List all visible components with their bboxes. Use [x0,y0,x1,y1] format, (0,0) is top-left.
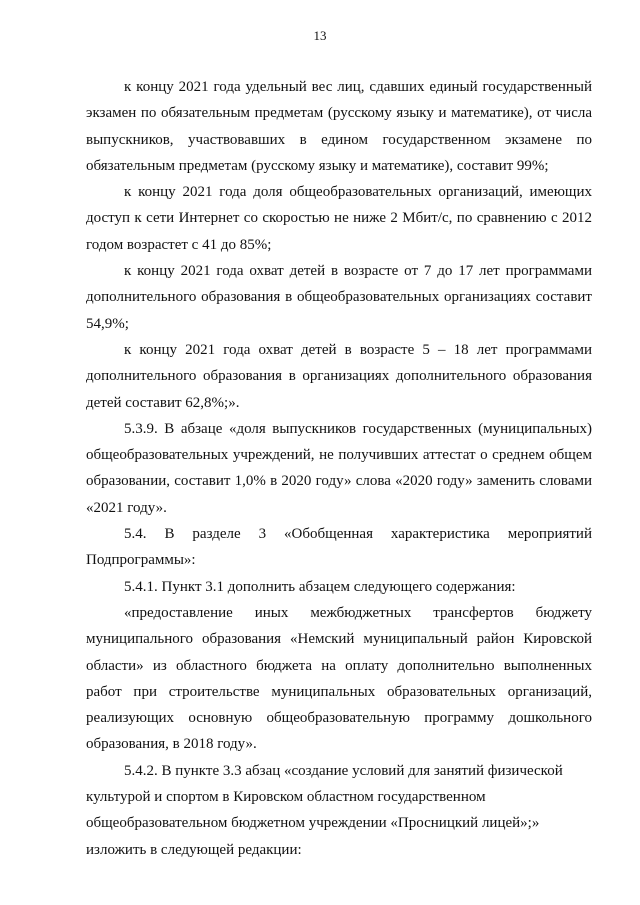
document-body [86,74,592,863]
page-number: 13 [313,28,327,43]
paragraph-coverage-5-18: к концу 2021 года охват детей в возрасте 5 – 18 лет программами дополнительного образования в организациях дополнительного образования детей составит 62,8%;». [86,341,592,411]
paragraph-5-4-1: 5.4.1. Пункт 3.1 дополнить абзацем следующего содержания: [124,578,516,595]
paragraph-exam-share: к концу 2021 года удельный вес лиц, сдавших единый государственный экзамен по обязательным предметам (русскому языку и математике), от числа выпускников, участвовавших в едином государственном экзамене по обязательным предметам (русскому языку и математике), составит 99%; [86,79,592,174]
paragraph-internet-access: к концу 2021 года доля общеобразовательных организаций, имеющих доступ к сети Интернет со скоростью не ниже 2 Мбит/с, по сравнению с 2012 годом возрастет с 41 до 85%; [86,184,592,253]
paragraph-coverage-7-17: к концу 2021 года охват детей в возрасте от 7 до 17 лет программами дополнительного образования в общеобразовательных организациях составит 54,9%; [86,263,592,332]
paragraph-5-3-9: 5.3.9. В абзаце «доля выпускников государственных (муниципальных) общеобразовательных учреждений, не получивших аттестат о среднем общем образовании, составит 1,0% в 2020 году» слова «2020 году» заменить словами «2021 году». [86,420,592,516]
paragraph-transfers: «предоставление иных межбюджетных трансфертов бюджету муниципального образования «Немский муниципальный район Кировской области» из областного бюджета на оплату дополнительно выполненных работ при строительстве муниципальных образовательных организаций, реализующих основную общеобразовательную программу дошкольного образования, в 2018 году». [86,604,592,753]
paragraph-5-4: 5.4. В разделе 3 «Обобщенная характеристика мероприятий Подпрограммы»: [86,526,592,569]
paragraph-5-4-2: 5.4.2. В пункте 3.3 абзац «создание условий для занятий физической культурой и спортом в Кировском областном государственном общеобразовательном бюджетном учреждении «Просницкий лицей»;» изложить в следующей редакции: [86,762,563,858]
